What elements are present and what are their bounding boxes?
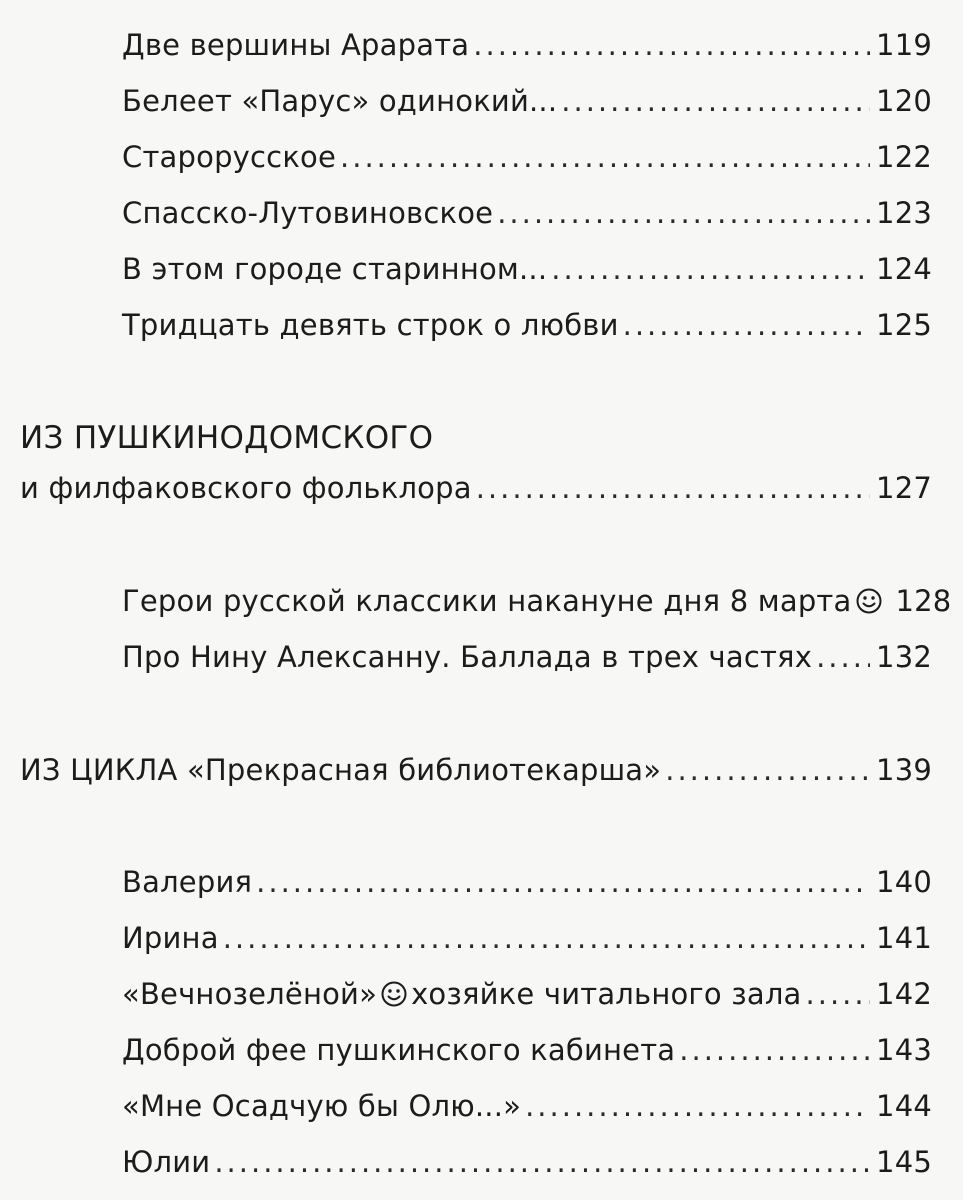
smiley-icon xyxy=(856,588,882,614)
toc-entry-page: 120 xyxy=(876,84,932,118)
toc-entry-page: 128 xyxy=(895,584,952,618)
toc-entry[interactable] xyxy=(122,581,952,621)
toc-entry-page: 143 xyxy=(876,1033,932,1067)
toc-entry-page: 141 xyxy=(876,921,932,955)
title-text-after: хозяйке читального зала xyxy=(411,977,802,1011)
toc-entry-page: 142 xyxy=(876,977,932,1011)
toc-entry[interactable] xyxy=(122,305,932,345)
toc-entry-page: 140 xyxy=(876,865,932,899)
toc-entry-page: 132 xyxy=(876,640,932,674)
dot-leader xyxy=(623,305,870,345)
toc-entry[interactable] xyxy=(122,193,932,233)
dot-leader xyxy=(256,862,870,902)
dot-leader xyxy=(816,637,870,677)
dot-leader xyxy=(525,1086,870,1126)
dot-leader xyxy=(551,249,870,289)
toc-entry-page: 124 xyxy=(876,252,932,286)
toc-entry-title xyxy=(122,974,802,1014)
toc-entry[interactable] xyxy=(122,637,932,677)
toc-entry[interactable] xyxy=(122,974,932,1014)
toc-entry-title: Доброй фее пушкинского кабинета xyxy=(122,1033,676,1067)
toc-entry-title: Спасско-Лутовиновское xyxy=(122,196,494,230)
toc-entry[interactable] xyxy=(122,81,932,121)
dot-leader xyxy=(473,25,870,65)
dot-leader xyxy=(340,137,870,177)
toc-entry-title: Белеет «Парус» одинокий... xyxy=(122,84,558,118)
toc-entry[interactable] xyxy=(122,1030,932,1070)
toc-entry[interactable] xyxy=(20,468,932,508)
toc-entry-title: Старорусское xyxy=(122,140,337,174)
toc-entry-page: 122 xyxy=(876,140,932,174)
title-text: Герои русской классики накануне дня 8 марта xyxy=(122,584,852,618)
toc-entry-title: Ирина xyxy=(122,921,219,955)
toc-entry-title: Про Нину Алексанну. Баллада в трех частях xyxy=(122,640,813,674)
toc-entry[interactable] xyxy=(122,25,932,65)
toc-entry-title: В этом городе старинном... xyxy=(122,252,548,286)
toc-entry[interactable] xyxy=(122,862,932,902)
toc-entry-title: Юлии xyxy=(122,1145,211,1179)
dot-leader xyxy=(806,974,871,1014)
dot-leader xyxy=(476,468,870,508)
toc-entry[interactable] xyxy=(122,918,932,958)
toc-entry[interactable] xyxy=(122,249,932,289)
dot-leader xyxy=(214,1142,870,1182)
toc-entry[interactable] xyxy=(122,1142,932,1182)
toc-entry[interactable] xyxy=(122,1086,932,1126)
smiley-icon xyxy=(381,981,407,1007)
toc-entry-page: 145 xyxy=(876,1145,932,1179)
toc-entry[interactable] xyxy=(122,137,932,177)
toc-entry-page: 123 xyxy=(876,196,932,230)
toc-entry-title xyxy=(122,581,886,621)
toc-entry-title: «Мне Осадчую бы Олю...» xyxy=(122,1089,522,1123)
toc-entry-title: и филфаковского фольклора xyxy=(20,471,472,505)
dot-leader xyxy=(665,750,870,790)
toc-entry-page: 119 xyxy=(876,28,932,62)
toc-entry-page: 127 xyxy=(876,471,932,505)
section-heading: ИЗ ПУШКИНОДОМСКОГО xyxy=(20,420,434,456)
dot-leader xyxy=(497,193,870,233)
toc-entry-title: Тридцать девять строк о любви xyxy=(122,308,619,342)
toc-entry-page: 125 xyxy=(876,308,932,342)
dot-leader xyxy=(561,81,870,121)
toc-entry-page: 139 xyxy=(876,753,932,787)
toc-entry-title: Две вершины Арарата xyxy=(122,28,470,62)
dot-leader xyxy=(679,1030,870,1070)
toc-entry-title: ИЗ ЦИКЛА «Прекрасная библиотекарша» xyxy=(20,753,662,787)
title-text: «Вечнозелёной» xyxy=(122,977,378,1011)
toc-entry-page: 144 xyxy=(876,1089,932,1123)
dot-leader xyxy=(223,918,870,958)
toc-entry[interactable] xyxy=(20,750,932,790)
toc-entry-title: Валерия xyxy=(122,865,253,899)
